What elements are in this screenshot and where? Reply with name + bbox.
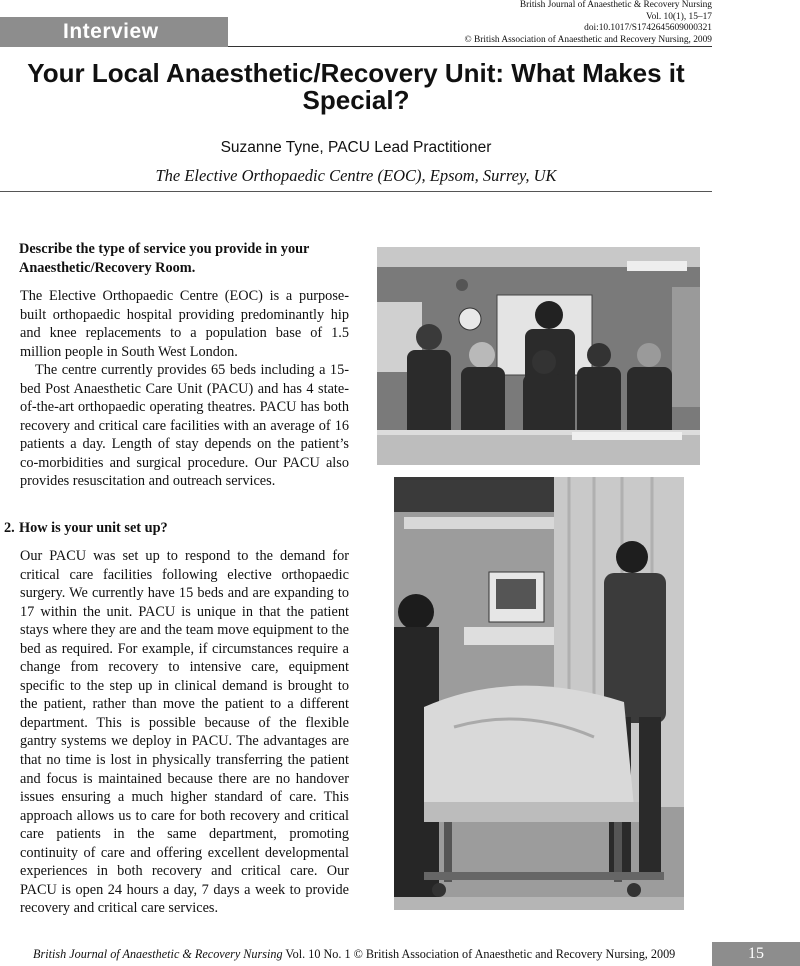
- answer-2: [20, 547, 349, 918]
- question-text: How is your unit set up?: [19, 520, 168, 536]
- question-number: [4, 240, 19, 259]
- question-2: [4, 519, 349, 538]
- bedside-photo: [394, 477, 684, 910]
- footer-citation: Vol. 10 No. 1 © British Association of Anaesthetic and Recovery Nursing, 2009: [282, 947, 676, 961]
- article-author: Suzanne Tyne, PACU Lead Practitioner: [220, 139, 492, 156]
- journal-info: [465, 0, 712, 46]
- question-number: 2.: [4, 520, 15, 536]
- journal-copyright: © British Association of Anaesthetic and Recovery Nursing, 2009: [464, 34, 712, 45]
- answer-paragraph: Our PACU was set up to respond to the demand for critical care facilities following elective orthopaedic surgery. We currently have 15 beds and are expanding to 17 within the unit. PACU is unique in that the patient stays where they are and the team move equipment to the bed as required. For example, if circumstances require a change from recovery to intensive care, equipment specific to the step up in clinical demand is brought to the patient, rather than move the patient to a different department. This is possible because of the flexible gantry systems we deploy in PACU. The advantages are that no time is lost in physically transferring the patient and focus is maintained because there are no handover issues ensuring a much higher standard of care. This approach allows us to care for both recovery and critical care patients in the same department, promoting continuity of care and offering excellent developmental experiences in both recovery and critical care. Our PACU is open 24 hours a day, 7 days a week to provide recovery and critical care services.: [20, 548, 349, 917]
- journal-name: British Journal of Anaesthetic & Recovery Nursing: [519, 0, 712, 10]
- journal-volume: Vol. 10(1), 15–17: [646, 11, 712, 22]
- answer-paragraph: The centre currently provides 65 beds including a 15-bed Post Anaesthetic Care Unit (PACU) and has 4 state-of-the-art orthopaedic operating theatres. PACU has both recovery and critical care facilities with an average of 16 patients a day. Length of stay depends on the patient’s co-morbidities and surgical procedure. Our PACU also provides resuscitation and outreach services.: [20, 362, 349, 490]
- title-rule: [0, 191, 712, 192]
- answer-1: [20, 287, 349, 491]
- article-affiliation: The Elective Orthopaedic Centre (EOC), Epsom, Surrey, UK: [155, 166, 557, 185]
- team-photo: [377, 247, 700, 465]
- article-title: Your Local Anaesthetic/Recovery Unit: What Makes it Special?: [27, 58, 685, 115]
- question-1: [4, 240, 349, 278]
- question-text: Describe the type of service you provide in your Anaesthetic/Recovery Room.: [19, 241, 310, 276]
- page-number: 15: [712, 942, 800, 966]
- page-footer: [33, 947, 675, 962]
- footer-journal-name: British Journal of Anaesthetic & Recovery Nursing: [33, 947, 283, 961]
- journal-doi: doi:10.1017/S1742645609000321: [584, 23, 712, 34]
- section-label: Interview: [63, 20, 159, 43]
- answer-paragraph: The Elective Orthopaedic Centre (EOC) is a purpose-built orthopaedic hospital providing predominantly hip and knee replacements to a population base of 1.5 million people in South West London.: [20, 288, 349, 360]
